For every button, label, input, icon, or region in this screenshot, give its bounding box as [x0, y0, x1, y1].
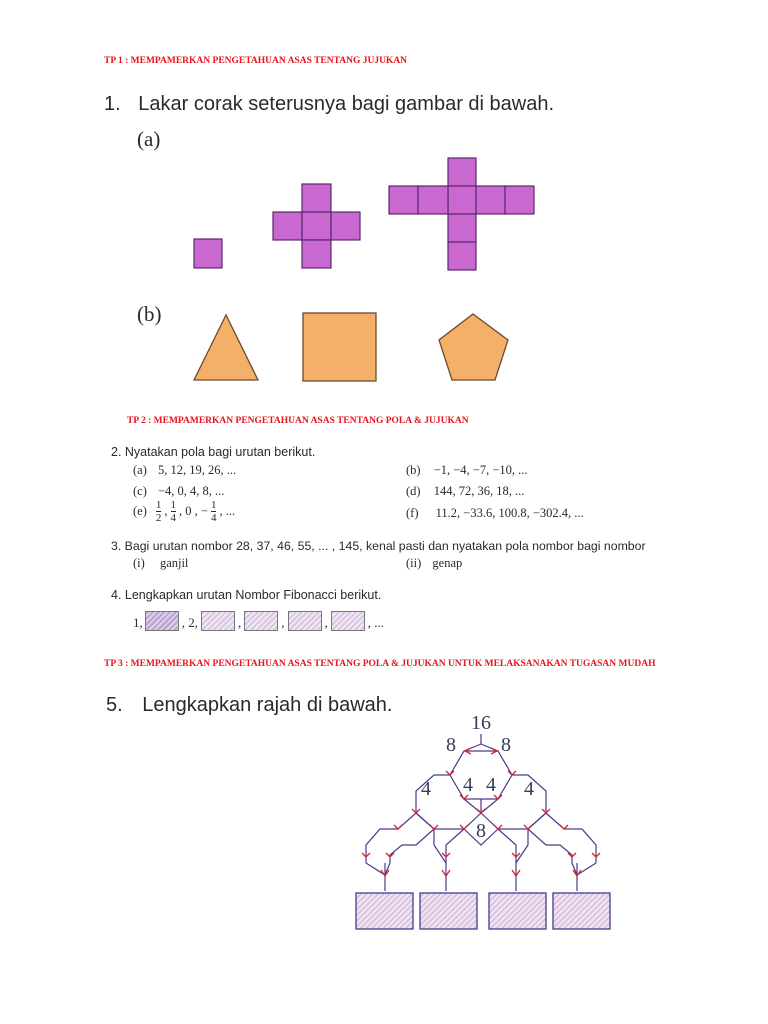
answer-box[interactable]: [145, 611, 179, 631]
tp2-heading: TP 2 : MEMPAMERKAN PENGETAHUAN ASAS TENTANG POLA & JUJUKAN: [127, 416, 469, 426]
fraction: $\frac{1}{4}$: [210, 499, 217, 524]
answer-box[interactable]: [331, 611, 365, 631]
q2e-label: (e): [133, 504, 147, 518]
square-shape: [303, 313, 376, 381]
cross-square: [418, 186, 448, 214]
value-16: 16: [471, 712, 491, 734]
q3ii-row: [406, 556, 462, 571]
q2c-value: −4, 0, 4, 8, ...: [158, 484, 225, 498]
value-8-right: 8: [501, 734, 511, 756]
tp3-heading: TP 3 : MEMPAMERKAN PENGETAHUAN ASAS TENTANG POLA & JUJUKAN UNTUK MELAKSANAKAN TUGASAN MUDAH: [104, 659, 656, 669]
cross-square: [476, 186, 505, 214]
q5-number: 5.: [106, 694, 123, 716]
value-4-left: 4: [421, 778, 431, 800]
q4-heading: 4. Lengkapkan urutan Nombor Fibonacci berikut.: [111, 588, 382, 602]
q3ii-label: (ii): [406, 556, 422, 570]
q2a-value: 5, 12, 19, 26, ...: [158, 463, 237, 477]
value-8-center: 8: [476, 820, 486, 842]
q3ii-value: genap: [432, 556, 463, 570]
q2c-label: (c): [133, 484, 147, 498]
q2b-value: −1, −4, −7, −10, ...: [433, 463, 528, 477]
cross-square: [389, 186, 418, 214]
cross-square: [302, 184, 331, 212]
q2-heading: 2. Nyatakan pola bagi urutan berikut.: [111, 445, 316, 459]
q4-sequence: 1, , 2, , , , , ...: [133, 611, 384, 631]
q3i-label: (i): [133, 556, 145, 570]
pentagon-shape: [439, 314, 508, 380]
q5-text: Lengkapkan rajah di bawah.: [142, 694, 393, 716]
q2a-label: (a): [133, 463, 147, 477]
cross-square: [448, 158, 476, 186]
q2d-row: [406, 484, 524, 499]
q3i-row: [133, 556, 188, 571]
cross-square: [331, 212, 360, 240]
cross-square: [448, 214, 476, 242]
cross-square: [302, 212, 331, 240]
q2d-value: 144, 72, 36, 18, ...: [433, 484, 525, 498]
cross-square: [448, 186, 476, 214]
cross-square: [194, 239, 222, 268]
q1-heading: [104, 93, 554, 116]
answer-box[interactable]: [244, 611, 278, 631]
cross-square: [505, 186, 534, 214]
q1b-label: (b): [137, 302, 162, 326]
answer-box[interactable]: [201, 611, 235, 631]
answer-box: [420, 893, 477, 929]
q2e-row: (e) $\frac{1}{2}$ , $\frac{1}{4}$ , 0 , − $\frac{1}{4}$ , ...: [133, 499, 236, 524]
q5-splitting-diagram: [340, 705, 630, 940]
q2c-row: [133, 484, 224, 499]
q1a-cross-pattern: [180, 150, 560, 275]
answer-box: [489, 893, 546, 929]
q1b-shape-pattern: [190, 310, 530, 385]
answer-box: [356, 893, 413, 929]
cross-square: [273, 212, 302, 240]
value-4-inner-right: 4: [486, 774, 496, 796]
cross-square: [448, 242, 476, 270]
value-4-inner-left: 4: [463, 774, 473, 796]
q2d-label: (d): [406, 484, 421, 498]
q2f-row: [406, 506, 584, 521]
cross-square: [302, 240, 331, 268]
q2f-value: 11.2, −33.6, 100.8, −302.4, ...: [435, 506, 584, 520]
q1-text: Lakar corak seterusnya bagi gambar di bawah.: [138, 93, 555, 115]
q3i-value: ganjil: [159, 556, 189, 570]
fraction: $\frac{1}{4}$: [170, 499, 176, 524]
answer-box: [553, 893, 610, 929]
value-4-right: 4: [524, 778, 534, 800]
value-8-left: 8: [446, 734, 456, 756]
q2a-row: [133, 463, 236, 478]
tp1-heading: TP 1 : MEMPAMERKAN PENGETAHUAN ASAS TENTANG JUJUKAN: [104, 56, 408, 66]
q2b-row: [406, 463, 528, 478]
q2f-label: (f): [406, 506, 419, 520]
q1-number: 1.: [104, 93, 121, 115]
fraction: $\frac{1}{2}$: [155, 499, 162, 524]
q1a-label: (a): [137, 127, 161, 151]
top-hexagon: [450, 751, 512, 799]
q2b-label: (b): [406, 463, 421, 477]
q3-heading: 3. Bagi urutan nombor 28, 37, 46, 55, ... , 145, kenal pasti dan nyatakan pola nombor bagi nombor: [111, 539, 646, 553]
answer-box[interactable]: [288, 611, 322, 631]
triangle-shape: [194, 315, 258, 380]
